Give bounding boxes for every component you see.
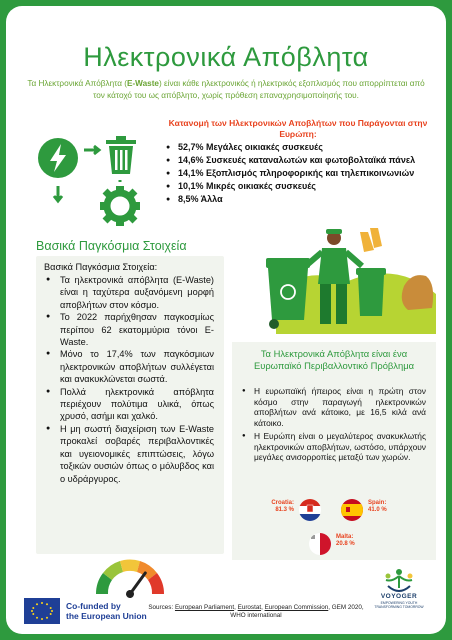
fact-item: ● Πολλά ηλεκτρονικά απόβλητα περιέχουν πολύτιμα υλικά, όπως χρυσό, ασήμι και χαλκό. [46,386,214,423]
ewaste-icon-cluster [24,130,156,234]
spain-label [368,500,418,514]
fact-item: ● Η μη σωστή διαχείριση των E-Waste προκαλεί σοβαρές περιβαλλοντικές και υγειονομικές επιπτώσεις, λόγω τοξικών ουσιών όπως ο μόλυβδος και ο υδράργυρος. [46,423,214,485]
cofunded-text [66,601,147,621]
intro-part2: ) είναι κάθε ηλεκτρονικός ή ηλεκτρικός εξοπλισμός που απορρίπτεται από τον κάτοχό του ως απόβλητο, χωρίς πρόθεση επαναχρησιμοποίησής του. [93,79,425,100]
distribution-title: Κατανομή των Ηλεκτρονικών Αποβλήτων που Παράγονται στην Ευρώπη: [168,118,428,139]
spain-value: 41.0 % [368,507,387,513]
gauge-needle [124,571,148,598]
page-title: Ηλεκτρονικά Απόβλητα [83,42,369,72]
fact-item: ● Το 2022 παρήχθησαν παγκοσμίως περίπου 62 εκατομμύρια τόνοι E-Waste. [46,311,214,348]
spain-name: Spain: [368,500,387,506]
facts-subheading: Βασικά Παγκόσμια Στοιχεία: [44,262,158,272]
distribution-item: ● 8,5% Άλλα [166,194,428,206]
croatia-value: 81.3 % [275,507,294,513]
cofunded-line1: Co-funded by [66,601,121,611]
cofunded-line2: the European Union [66,611,147,621]
infographic-card [6,6,446,634]
distribution-item: ● 14,6% Συσκευές καταναλωτών και φωτοβολταϊκά πάνελ [166,155,428,167]
distribution-item: ● 52,7% Μεγάλες οικιακές συσκευές [166,142,428,154]
eu-problem-box [232,342,436,560]
sources-label: Sources: [148,604,175,611]
source-link[interactable]: European Commission [264,604,329,611]
source-link[interactable]: Eurostat [237,604,262,611]
gauge-icon [90,556,170,598]
intro-text [22,78,430,102]
gear-icon [100,186,140,226]
intro-part1: Τα Ηλεκτρονικά Απόβλητα ( [27,79,127,88]
source-link[interactable]: European Parliament [174,604,235,611]
eu-flag-icon [24,598,60,624]
source-text: GEM 2020 [331,604,362,611]
malta-label [336,534,386,548]
eu-item: ● Η ευρωπαϊκή ήπειρος είναι η πρώτη στον κόσμο στην παραγωγή ηλεκτρονικών αποβλήτων ανά κάτοικο, με 16,5 κιλά ανά κάτοικο. [242,386,426,428]
bin-large-icon [266,258,310,329]
voyoger-name: VOYOGER [380,593,418,600]
energy-icon [38,138,78,178]
facts-list [46,274,214,485]
bin-small-icon [356,268,386,316]
distribution-item: ● 14,1% Εξοπλισμός πληροφορικής και τηλεπικοινωνιών [166,168,428,180]
distribution-list [166,142,428,207]
footer [6,596,446,634]
fact-item: ● Τα ηλεκτρονικά απόβλητα (E-Waste) είναι η ταχύτερα αυξανόμενη μορφή αποβλήτων στον κόσμο. [46,274,214,311]
malta-value: 20.8 % [336,541,355,547]
facts-box [36,256,224,554]
malta-flag-icon [308,532,332,556]
gloves-icon [360,228,382,252]
croatia-name: Croatia: [271,500,294,506]
malta-name: Malta: [336,534,354,540]
eu-problem-list [242,386,426,466]
source-text: WHO international [230,612,282,619]
trash-bin-icon [106,136,136,174]
waste-worker-illustration [236,224,446,334]
intro-ewaste: E-Waste [126,79,159,88]
fact-item: ● Μόνο το 17,4% των παγκόσμιων ηλεκτρονικών αποβλήτων συλλέγεται και ανακυκλώνεται σωστά. [46,348,214,385]
croatia-label [244,500,294,514]
voyoger-tagline: EMPOWERING YOUTH TRANSFORMING TOMORROW [374,601,424,610]
sources: Sources: European Parliament, Eurostat, European Commission, GEM 2020, WHO international [148,604,364,619]
distribution-item: ● 10,1% Μικρές οικιακές συσκευές [166,181,428,193]
facts-heading: Βασικά Παγκόσμια Στοιχεία [36,239,187,253]
eu-item: ● Η Ευρώπη είναι ο μεγαλύτερος ανακυκλωτής ηλεκτρονικών αποβλήτων, ωστόσο, υπάρχουν μεγάλες ανισορροπίες μεταξύ των χωρών. [242,431,426,463]
eu-problem-title: Τα Ηλεκτρονικά Απόβλητα είναι ένα Ευρωπαϊκό Περιβαλλοντικό Πρόβλημα [253,348,415,371]
croatia-flag-icon [298,498,322,522]
spain-flag-icon [340,498,364,522]
